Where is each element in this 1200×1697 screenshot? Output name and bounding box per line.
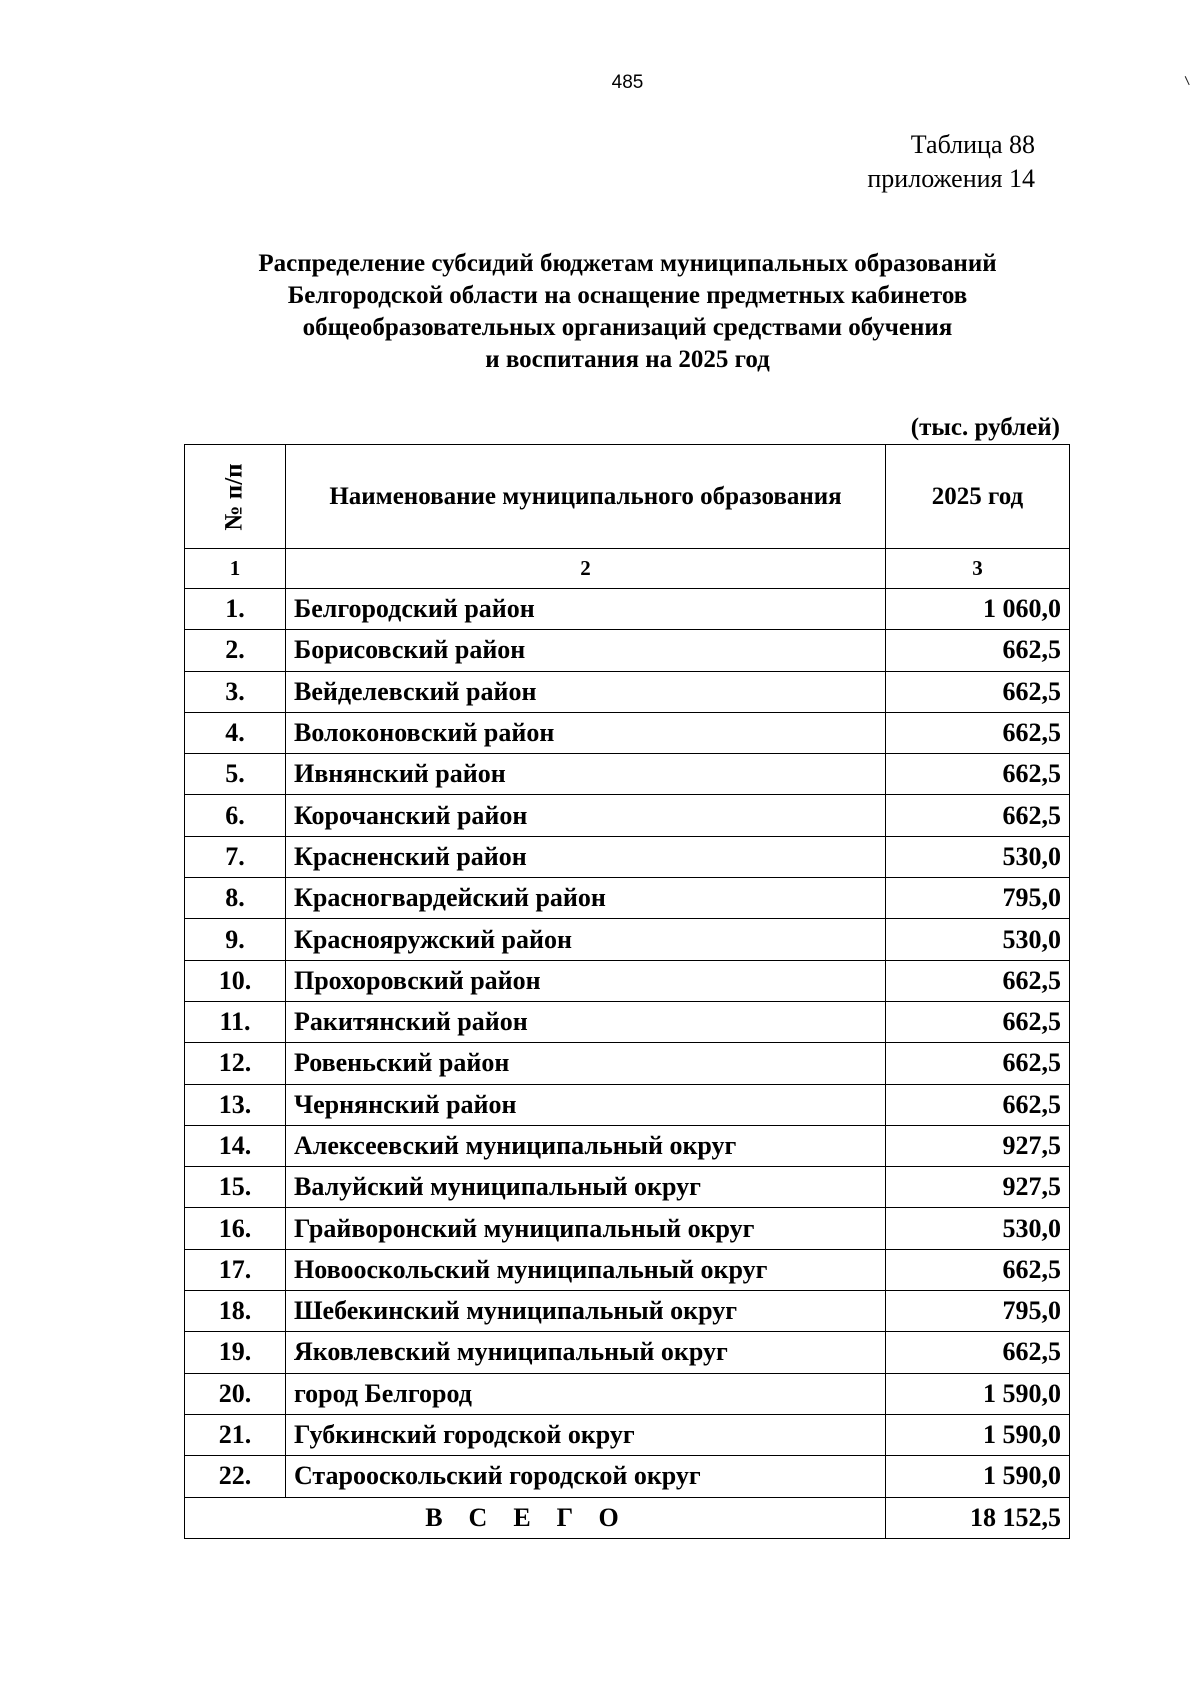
row-index: 22. <box>185 1456 286 1497</box>
row-value: 662,5 <box>886 671 1070 712</box>
row-index: 3. <box>185 671 286 712</box>
table-row <box>185 1043 1070 1084</box>
row-value: 662,5 <box>886 795 1070 836</box>
row-index: 9. <box>185 919 286 960</box>
row-municipality: Шебекинский муниципальный округ <box>286 1291 886 1332</box>
table-row <box>185 1332 1070 1373</box>
title-line-4: и воспитания на 2025 год <box>485 346 770 373</box>
subsidy-table <box>184 444 1070 1539</box>
table-row <box>185 754 1070 795</box>
row-value: 795,0 <box>886 1291 1070 1332</box>
row-municipality: Корочанский район <box>286 795 886 836</box>
row-value: 662,5 <box>886 754 1070 795</box>
row-index: 18. <box>185 1291 286 1332</box>
header-number-text: № п/п <box>220 462 248 531</box>
row-value: 662,5 <box>886 1249 1070 1290</box>
page-number: 485 <box>611 72 644 93</box>
row-value: 662,5 <box>886 1332 1070 1373</box>
row-municipality: Алексеевский муниципальный округ <box>286 1125 886 1166</box>
margin-scan-mark: ⸜ <box>1180 62 1198 89</box>
row-value: 662,5 <box>886 1001 1070 1042</box>
row-index: 11. <box>185 1001 286 1042</box>
title-line-3: общеобразовательных организаций средствами обучения <box>302 314 953 341</box>
total-value: 18 152,5 <box>886 1497 1070 1538</box>
row-index: 10. <box>185 960 286 1001</box>
table-row <box>185 1167 1070 1208</box>
row-municipality: Прохоровский район <box>286 960 886 1001</box>
table-row <box>185 1125 1070 1166</box>
header-year: 2025 год <box>886 445 1070 549</box>
row-municipality: Ракитянский район <box>286 1001 886 1042</box>
row-value: 662,5 <box>886 1084 1070 1125</box>
row-municipality: Красногвардейский район <box>286 878 886 919</box>
table-row <box>185 1456 1070 1497</box>
row-index: 2. <box>185 630 286 671</box>
table-row <box>185 878 1070 919</box>
row-value: 1 060,0 <box>886 589 1070 630</box>
row-municipality: Яковлевский муниципальный округ <box>286 1332 886 1373</box>
appendix-table-label: Таблица 88 <box>910 130 1035 159</box>
row-value: 530,0 <box>886 1208 1070 1249</box>
row-value: 662,5 <box>886 1043 1070 1084</box>
table-row <box>185 795 1070 836</box>
row-index: 13. <box>185 1084 286 1125</box>
row-municipality: Белгородский район <box>286 589 886 630</box>
table-row <box>185 1249 1070 1290</box>
column-number-1: 1 <box>185 549 286 589</box>
row-index: 1. <box>185 589 286 630</box>
row-municipality: Новооскольский муниципальный округ <box>286 1249 886 1290</box>
table-row <box>185 919 1070 960</box>
row-index: 20. <box>185 1373 286 1414</box>
document-title <box>160 248 1095 376</box>
row-index: 7. <box>185 836 286 877</box>
table-row <box>185 1001 1070 1042</box>
column-number-row <box>185 549 1070 589</box>
row-municipality: Старооскольский городской округ <box>286 1456 886 1497</box>
column-number-2: 2 <box>286 549 886 589</box>
row-value: 927,5 <box>886 1125 1070 1166</box>
total-row <box>185 1497 1070 1538</box>
row-index: 5. <box>185 754 286 795</box>
row-municipality: Вейделевский район <box>286 671 886 712</box>
table-row <box>185 630 1070 671</box>
row-value: 530,0 <box>886 919 1070 960</box>
table-row <box>185 1208 1070 1249</box>
row-municipality: Краснояружский район <box>286 919 886 960</box>
row-index: 12. <box>185 1043 286 1084</box>
table-row <box>185 836 1070 877</box>
row-municipality: Валуйский муниципальный округ <box>286 1167 886 1208</box>
row-municipality: город Белгород <box>286 1373 886 1414</box>
row-municipality: Ровеньский район <box>286 1043 886 1084</box>
table-row <box>185 671 1070 712</box>
row-value: 662,5 <box>886 630 1070 671</box>
total-label: ВСЕГО <box>185 1497 886 1538</box>
row-value: 530,0 <box>886 836 1070 877</box>
row-municipality: Грайворонский муниципальный округ <box>286 1208 886 1249</box>
table-row <box>185 1291 1070 1332</box>
header-name: Наименование муниципального образования <box>286 445 886 549</box>
row-index: 8. <box>185 878 286 919</box>
row-value: 1 590,0 <box>886 1373 1070 1414</box>
row-municipality: Волоконовский район <box>286 712 886 753</box>
table-row <box>185 1084 1070 1125</box>
title-line-1: Распределение субсидий бюджетам муниципальных образований <box>258 250 997 277</box>
row-index: 15. <box>185 1167 286 1208</box>
row-index: 21. <box>185 1414 286 1455</box>
title-line-2: Белгородской области на оснащение предметных кабинетов <box>287 282 968 309</box>
column-number-3: 3 <box>886 549 1070 589</box>
row-value: 662,5 <box>886 960 1070 1001</box>
table-row <box>185 589 1070 630</box>
row-index: 6. <box>185 795 286 836</box>
row-municipality: Губкинский городской округ <box>286 1414 886 1455</box>
row-value: 927,5 <box>886 1167 1070 1208</box>
appendix-annex-label: приложения 14 <box>867 164 1035 193</box>
row-value: 1 590,0 <box>886 1456 1070 1497</box>
row-index: 16. <box>185 1208 286 1249</box>
row-value: 795,0 <box>886 878 1070 919</box>
row-index: 17. <box>185 1249 286 1290</box>
header-number <box>185 445 286 549</box>
row-index: 4. <box>185 712 286 753</box>
row-municipality: Красненский район <box>286 836 886 877</box>
table-row <box>185 1414 1070 1455</box>
units-label: (тыс. рублей) <box>910 414 1060 441</box>
table-row <box>185 1373 1070 1414</box>
table-body <box>185 589 1070 1498</box>
table-header-row <box>185 445 1070 549</box>
table-row <box>185 960 1070 1001</box>
row-value: 1 590,0 <box>886 1414 1070 1455</box>
row-municipality: Борисовский район <box>286 630 886 671</box>
row-index: 19. <box>185 1332 286 1373</box>
row-municipality: Чернянский район <box>286 1084 886 1125</box>
row-index: 14. <box>185 1125 286 1166</box>
row-municipality: Ивнянский район <box>286 754 886 795</box>
appendix-reference <box>820 128 1035 196</box>
table-row <box>185 712 1070 753</box>
row-value: 662,5 <box>886 712 1070 753</box>
